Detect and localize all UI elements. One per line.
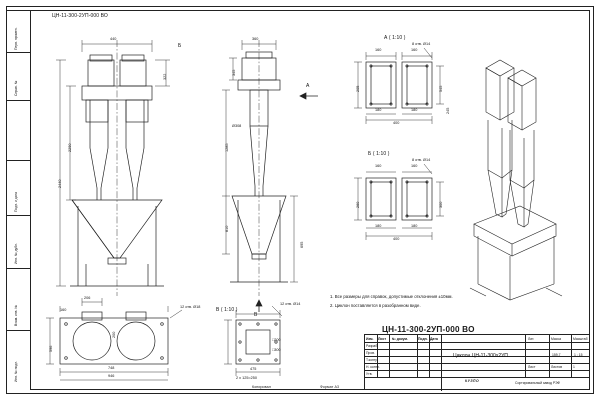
tb-col-3 (417, 335, 418, 377)
note-line-1: 1. Все размеры для справок, допустимые отклонения ±10мм. (330, 294, 453, 299)
plan-dim-946: 946 (108, 374, 115, 378)
drawing-designation: ЦН-11-300-2УП-000 ВО (382, 325, 475, 334)
margin-label-perv-prim: Перв. примен. (14, 27, 18, 50)
plan-dim-596: 596 (49, 345, 53, 352)
front-dim-440: 440 (110, 37, 117, 41)
tb-col-5 (441, 335, 442, 391)
side-dim-810: 810 (225, 225, 229, 232)
margin-label-inv-podl: Инв. № подл. (14, 360, 18, 382)
section-a-dim-160b: 160 (411, 48, 418, 52)
tb-col-header-list: Лист (378, 336, 387, 341)
tb-col-header-podp: Подп. (418, 336, 428, 341)
tb-scale-label: Масштаб (573, 336, 588, 341)
tb-col-header-data: Дата (430, 336, 438, 341)
front-dim-322: 322 (163, 73, 167, 80)
side-dim-d308: Ø308 (232, 124, 242, 128)
tb-sheets-value: 1 (573, 364, 575, 369)
tb-col-2 (389, 335, 390, 377)
section-v-dim-475: 475 (250, 367, 257, 371)
section-b-dim-160b: 160 (411, 164, 418, 168)
section-b-dim-180a: 180 (375, 224, 382, 228)
side-dim-345: 345 (232, 69, 236, 76)
section-a-dim-180b: 180 (411, 108, 418, 112)
section-v-dim-300: □300 (272, 348, 281, 352)
section-a-title: А ( 1:10 ) (384, 35, 406, 41)
tb-row-6 (365, 377, 589, 378)
tb-row-7 (525, 349, 589, 350)
tb-row-utv: Утв. (366, 371, 373, 376)
margin-div-3 (6, 160, 30, 161)
section-b-hole-note: 8 отв. Ø14 (412, 158, 431, 162)
tb-scale-value: 1 : 15 (574, 353, 583, 357)
note-line-2: 2. Циклон поставляется в разобранном виде. (330, 303, 421, 308)
section-b-dim-180b: 180 (411, 224, 418, 228)
section-v-title: В ( 1:10 ) (216, 307, 238, 313)
margin-label-inv-dubl: Инв. № дубл. (14, 243, 18, 264)
side-dim-360: 360 (252, 37, 259, 41)
plan-dim-160: 160 (60, 308, 67, 312)
side-marker-a: А (306, 83, 310, 89)
section-v-dim-spacing: 2 x 125=250 (236, 376, 258, 380)
tb-row-prov: Пров. (366, 350, 375, 355)
tb-col-header-izm: Изм. (366, 336, 374, 341)
sheet-top-label: ЦН-11-300-2УП-000 ВО (52, 13, 108, 19)
side-dim-695: 695 (300, 241, 304, 248)
section-a-dim-400: 400 (393, 121, 400, 125)
margin-label-podp-data: Подп. и дата (14, 192, 18, 212)
front-dim-2290: 2290 (68, 143, 72, 152)
tb-col-6 (525, 335, 526, 377)
margin-div-5 (6, 268, 30, 269)
tb-sheets-label: Листов (551, 364, 563, 369)
tb-row-1 (365, 342, 589, 343)
section-a-hole-note: 8 отв. Ø14 (412, 42, 431, 46)
company-logo: КУЗПО (465, 379, 480, 383)
plan-dim-206: 206 (84, 296, 91, 300)
section-b-title: Б ( 1:10 ) (368, 151, 390, 157)
section-b-dim-160a: 160 (375, 164, 382, 168)
plan-dim-200: 200 (112, 331, 116, 338)
section-a-dim-245: 245 (446, 107, 450, 114)
section-v-hole-note: 12 отв. Ø14 (280, 302, 301, 306)
title-block (364, 334, 590, 390)
footer-copy-note: Копировал (252, 385, 271, 389)
tb-row-5 (365, 370, 589, 371)
margin-div-2 (6, 100, 30, 101)
margin-row-1 (6, 10, 30, 11)
tb-row-razrab: Разраб. (366, 343, 379, 348)
side-dim-1285: 1285 (225, 143, 229, 152)
section-a-dim-205: 205 (356, 85, 360, 92)
tb-sheet-label: Лист (528, 364, 536, 369)
section-a-dim-180a: 180 (375, 108, 382, 112)
tb-col-7 (549, 335, 550, 377)
section-a-dim-545: 545 (439, 85, 443, 92)
section-b-dim-300: 300 (439, 201, 443, 208)
margin-label-sprav: Справ. № (14, 80, 18, 96)
tb-col-4 (429, 335, 430, 377)
margin-label-vzam-inv: Взам. инв. № (14, 304, 18, 326)
section-b-dim-400: 400 (393, 237, 400, 241)
side-marker-v: В (254, 312, 258, 318)
section-v-dim-200: □200 (272, 338, 281, 342)
tb-lit-label: Лит. (528, 336, 535, 341)
section-b-dim-260: 260 (356, 201, 360, 208)
tb-row-tkontr: Т.контр. (366, 357, 379, 362)
front-marker-b: Б (178, 43, 182, 49)
tb-row-nkontr: Н. контр. (366, 364, 380, 369)
plan-hole-note: 12 отв. Ø18 (180, 305, 201, 309)
section-a-dim-160a: 160 (375, 48, 382, 52)
tb-col-8 (571, 335, 572, 377)
tb-product-name: Циклон ЦН-11-300х2УП (453, 353, 508, 359)
margin-div-6 (6, 330, 30, 331)
front-dim-2440: 2440 (58, 179, 62, 188)
plan-dim-748: 748 (108, 366, 115, 370)
tb-col-header-dokum: № докум. (392, 336, 408, 341)
margin-div-1 (6, 52, 30, 53)
footer-format-note: Формат А3 (320, 385, 340, 389)
tb-col-1 (377, 335, 378, 377)
margin-div-4 (6, 215, 30, 216)
company-subtitle: Сортировальный завод РЭФ (515, 381, 561, 385)
tb-mass-label: Масса (551, 336, 562, 341)
tb-mass-value: 159,7 (552, 353, 561, 357)
